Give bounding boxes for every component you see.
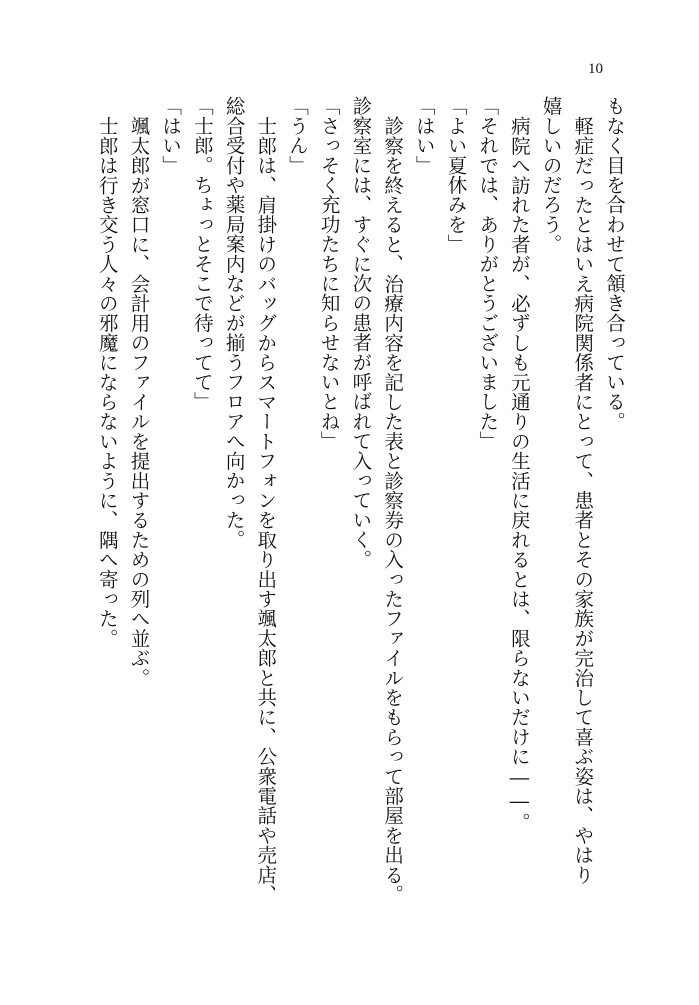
text-line: 「それでは、ありがとうございました」 (476, 96, 500, 451)
page-number: 10 (588, 61, 603, 77)
text-line: 「士郎。ちょっとそこで待ってて」 (190, 96, 214, 412)
text-line: 士郎は、肩掛けのバッグからスマートフォンを取り出す颯太郎と共に、公衆電話や売店、 (254, 115, 278, 904)
text-line: 「はい」 (159, 96, 183, 175)
text-line: 「はい」 (412, 96, 436, 175)
text-line: 嬉しいのだろう。 (539, 96, 563, 254)
text-line: 診察室には、すぐに次の患者が呼ばれて入っていく。 (349, 96, 373, 569)
text-line: 総合受付や薬局案内などが揃うフロアへ向かった。 (222, 96, 246, 550)
text-line: 「さっそく充功たちに知らせないとね」 (317, 96, 341, 451)
text-line: 「うん」 (285, 96, 309, 175)
text-line: 「よい夏休みを」 (444, 96, 468, 254)
text-line: 士郎は行き交う人々の邪魔にならないように、隅へ寄った。 (95, 115, 119, 648)
text-line: 軽症だったとはいえ病院関係者にとって、患者とその家族が完治して喜ぶ姿は、やはり (571, 115, 595, 884)
text-line: 病院へ訪れた者が、必ずしも元通りの生活に戻れるとは、限らないだけに――。 (507, 115, 531, 832)
text-line: 診察を終えると、治療内容を記した表と診察券の入ったファイルをもらって部屋を出る。 (381, 115, 405, 904)
text-line: もなく目を合わせて頷き合っている。 (603, 96, 626, 431)
vertical-text-body (90, 96, 630, 956)
text-line: 颯太郎が窓口に、会計用のファイルを提出するための列へ並ぶ。 (127, 115, 151, 687)
